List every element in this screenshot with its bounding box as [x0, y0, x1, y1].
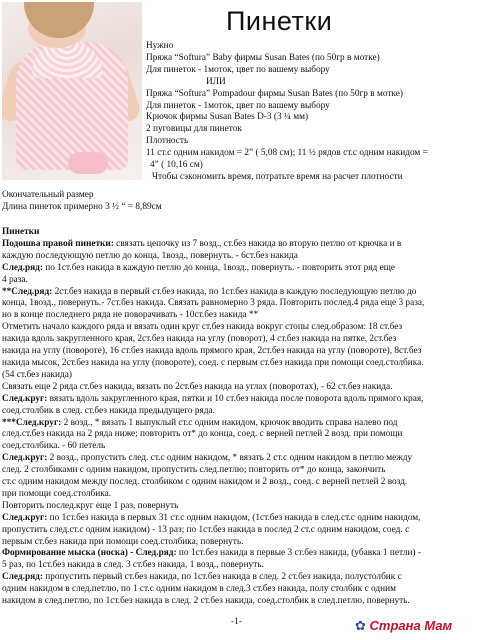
instruction-line	[2, 501, 478, 513]
materials-line: Пряжа “Softura” Pompadour фирмы Susan Bates (по 50гр в мотке)	[146, 88, 403, 99]
instruction-line	[2, 358, 478, 370]
instruction-line	[2, 418, 478, 430]
instruction-text: по 1ст.без накида в первые 3 ст.без накида, (убавка 1 петли) -	[176, 548, 421, 559]
instruction-text: Отметить начало каждого ряда и вязать один круг ст.без накида вокруг стопы след.образом: 18 ст.без	[2, 322, 403, 333]
instruction-line	[2, 489, 478, 501]
watermark-logo: ✿ Страна Мам	[355, 618, 453, 633]
instructions	[2, 227, 478, 608]
instruction-line	[2, 596, 478, 608]
instruction-text: накида вдоль закругленного края, 2ст.без накида на углу (поворот), 4 ст.без накида на пятке, 2ст.без	[2, 334, 397, 345]
instruction-text: накида на углу (повороте), 16 ст.без накида вдоль прямого края, 2ст.без накида на углу (повороте), 8ст.без	[2, 346, 422, 357]
materials-line: Для пинеток - 1моток, цвет по вашему выбору	[146, 100, 330, 111]
materials-line: 11 ст.с одним накидом = 2” ( 5,08 см); 11 ½ рядов ст.с одним накидом =	[146, 148, 428, 159]
instruction-line	[2, 548, 478, 560]
instruction-text: но в конце последнего ряда не поворачивать - 10ст.без накида **	[2, 310, 259, 321]
instruction-line	[2, 477, 478, 489]
instruction-line	[2, 429, 478, 441]
instruction-line	[2, 322, 478, 334]
instruction-text: Связать еще 2 ряда ст.без накида, вязать по 2ст.без накида на углах (поворотах), - 62 ст.без накида.	[2, 381, 393, 392]
page-number: -1-	[231, 617, 242, 627]
instruction-label: След.круг:	[2, 512, 48, 523]
instruction-line	[2, 382, 478, 394]
instruction-label: **След.ряд:	[2, 286, 53, 297]
baby-photo	[2, 2, 142, 180]
instruction-text: 2 возд., * вязать 1 выпуклый ст.с одним накидом, крючок вводить справа налево под	[61, 417, 398, 428]
instruction-label: След.ряд:	[2, 572, 43, 583]
materials-line: Чтобы сэкономить время, потратьте время на расчет плотности	[152, 171, 403, 182]
instruction-text: ст.с одним накидом между послед. столбиком с одним накидом и 2 возд., соед. с верней петлей 2 возд.	[2, 477, 408, 488]
materials-line: Нужно	[146, 41, 174, 51]
instruction-label: След.ряд:	[2, 262, 43, 273]
instruction-text: накида мысок, 2ст.без накида на углу (повороте), соед. с первым ст.без накида при помощи соед.столбика.	[2, 357, 424, 368]
instruction-line	[2, 251, 478, 263]
materials-line: 4” ( 10,16 см)	[150, 160, 203, 171]
instruction-line	[2, 370, 478, 382]
instruction-line	[2, 572, 478, 584]
instruction-line	[2, 394, 478, 406]
instruction-label: ***След.круг:	[2, 417, 62, 428]
materials-line: Пряжа “Softura” Baby фирмы Susan Bates (по 50гр в мотке)	[146, 52, 380, 63]
instruction-text: след.ст.без накида на 2 ряда ниже; повторить от* до конца, соед. с верней петлей 2 возд. при помощи	[2, 429, 403, 440]
instruction-label: След.круг:	[2, 393, 48, 404]
instruction-text: соед.столбика. - 60 петель	[2, 441, 106, 452]
instruction-line	[2, 513, 478, 525]
instruction-text: при помощи соед.столбика.	[2, 488, 112, 499]
instruction-text: накидом в след.петлю, по 1ст.без накида в след. 2 ст.без накида, соед.столбик в след.петлю, повернуть.	[2, 596, 410, 607]
instruction-line	[2, 441, 478, 453]
instruction-text: вязать вдоль закругленного края, пятки и 10 ст.без накида после поворота вдоль прямого края,	[47, 393, 424, 404]
instruction-text: конца, 1возд., повернуть.- 7ст.без накида. Связать равномерно 3 ряда. Повторить послед.4 ряда еще 3 раза,	[2, 298, 425, 309]
instruction-line	[2, 263, 478, 275]
instruction-text: связать цепочку из 7 возд., ст.без накида во вторую петлю от крючка и в	[113, 238, 402, 249]
instruction-text: каждую последующую петлю до конца, 1возд., повернуть. - 6ст.без накида	[2, 250, 298, 261]
instruction-line	[2, 560, 478, 572]
instruction-line	[2, 275, 478, 287]
instruction-text: 2 возд., пропустить след. ст.с одним накидом, * вязать 2 ст.с одним накидом в петлю между	[47, 453, 413, 464]
materials-line: Крючок фирмы Susan Bates D-3 (3 ¼ мм)	[146, 112, 309, 123]
instruction-line	[2, 465, 478, 477]
section-title: Пинетки	[2, 227, 40, 237]
instruction-text: пропустить первый ст.без накида, по 1ст.без накида в след. 2 ст.без накида, полустолбик с	[42, 572, 402, 583]
instruction-text: (54 ст.без накида)	[2, 369, 72, 380]
materials-block	[146, 41, 478, 184]
instruction-line	[2, 537, 478, 549]
instruction-text: одним накидом в след.петлю, по 1 ст.с одним накидом в след.3 ст.без накида, полу столбик с одним	[2, 584, 396, 595]
instruction-text: по 1ст.без накида в каждую петлю до конца, 1возд., повернуть. - повторить этот ряд еще	[42, 262, 395, 273]
watermark-text: Страна Мам	[369, 618, 453, 633]
instruction-label: Формирование мыска (носка) - След.ряд:	[2, 548, 177, 559]
instruction-line	[2, 346, 478, 358]
instruction-text: пропустить след.ст.с одним накидом) - 13 раз; по 1ст.без накида в послед 2 ст.с одним накидом, соед. с	[2, 524, 410, 535]
instruction-line	[2, 298, 478, 310]
size-line: Длина пинеток примерно 3 ½ “ = 8,89см	[2, 201, 162, 212]
materials-line: ИЛИ	[206, 76, 226, 87]
instruction-label: Подошва правой пинетки:	[2, 238, 114, 249]
instruction-text: 5 раз, по 1ст.без накида в след. 3 ст.без накида, 1 возд., повернуть.	[2, 560, 264, 571]
instruction-line	[2, 453, 478, 465]
size-block	[2, 190, 162, 214]
instruction-line	[2, 239, 478, 251]
instruction-paragraphs	[2, 239, 478, 608]
instruction-text: 2ст.без накида в первый ст.без накида, по 1ст.без накида в каждую последующую петлю до	[52, 286, 417, 297]
instruction-line	[2, 334, 478, 346]
instruction-line	[2, 406, 478, 418]
size-line: Окончательный размер	[2, 190, 94, 200]
instruction-line	[2, 584, 478, 596]
instruction-text: соед.столбик в след. ст.без накида предыдущего ряда.	[2, 405, 215, 416]
instruction-text: след. 2 столбиками с одним накидом, пропустить след.петлю; повторить от* до конца, закончить	[2, 465, 386, 476]
instruction-line	[2, 310, 478, 322]
instruction-text: 4 раза.	[2, 274, 28, 285]
instruction-text: Повторить послед.круг еще 1 раз, повернуть	[2, 500, 179, 511]
materials-line: Плотность	[146, 136, 189, 147]
materials-line: Для пинеток - 1моток, цвет по вашему выбору	[146, 64, 330, 75]
instruction-line	[2, 287, 478, 299]
page-title: Пинетки	[226, 6, 333, 36]
instruction-line	[2, 525, 478, 537]
materials-line: 2 пуговицы для пинеток	[146, 124, 242, 135]
instruction-label: След.круг:	[2, 453, 48, 464]
instruction-text: по 1ст.без накида в первых 31 ст.с одним накидом, (1ст.без накида в след.ст.с одним накидом,	[47, 512, 421, 523]
instruction-text: первым ст.без накида при помощи соед.столбика, повернуть.	[2, 536, 244, 547]
